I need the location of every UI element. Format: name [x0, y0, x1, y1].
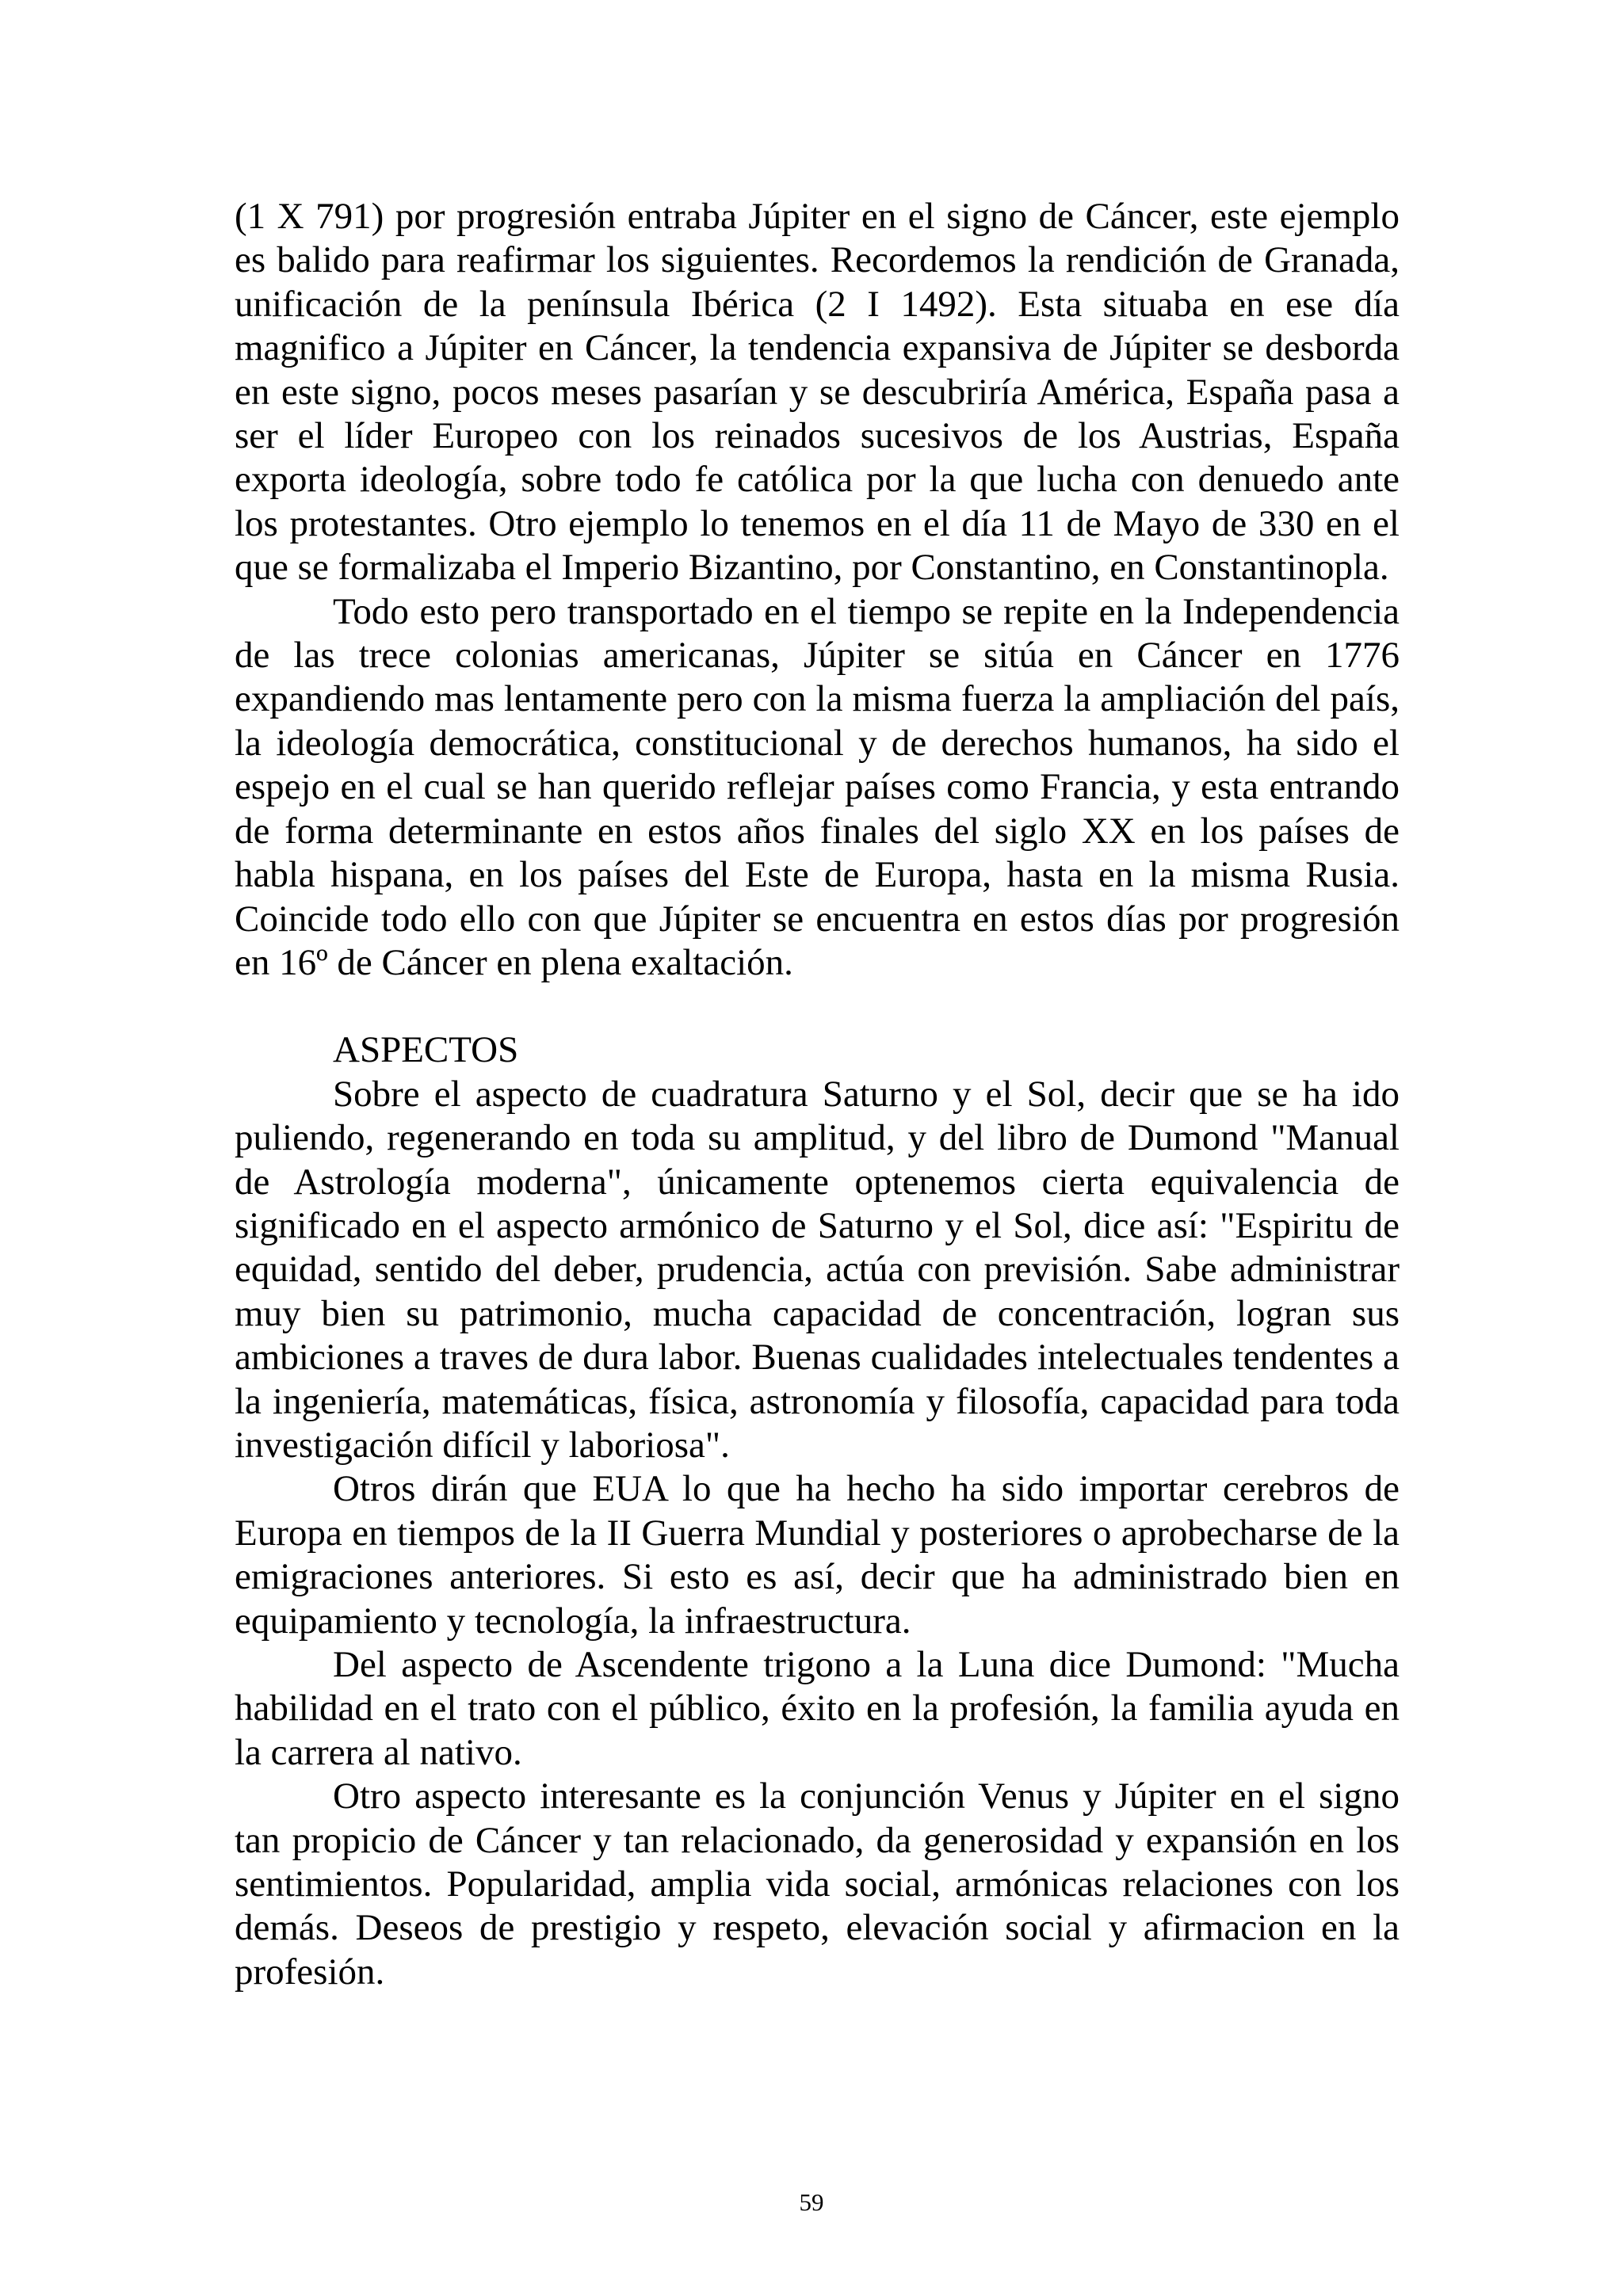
paragraph-eua-importing-minds: Otros dirán que EUA lo que ha hecho ha sido importar cerebros de Europa en tiempos de la II Guerra Mundial y posteriores o aprobecharse de la emigraciones anteriores. Si esto es así, decir que ha administrado bien en equipamiento y tecnología, la infraestructura. [235, 1468, 1400, 1642]
body-text [235, 195, 1400, 1994]
page-number: 59 [799, 2188, 824, 2216]
section-heading-aspectos: ASPECTOS [333, 1029, 519, 1071]
paragraph-ascendant-moon-trine: Del aspecto de Ascendente trigono a la Luna dice Dumond: "Mucha habilidad en el trato con el público, éxito en la profesión, la familia ayuda en la carrera al nativo. [235, 1644, 1400, 1773]
paragraph-jupiter-cancer-history: (1 X 791) por progresión entraba Júpiter en el signo de Cáncer, este ejemplo es balido para reafirmar los siguientes. Recordemos la rendición de Granada, unificación de la península Ibérica (2 I 1492). Esta situaba en ese día magnifico a Júpiter en Cáncer, la tendencia expansiva de Júpiter se desborda en este signo, pocos meses pasarían y se descubriría América, España pasa a ser el líder Europeo con los reinados sucesivos de los Austrias, España exporta ideología, sobre todo fe católica por la que lucha con denuedo ante los protestantes. Otro ejemplo lo tenemos en el día 11 de Mayo de 330 en el que se formalizaba el Imperio Bizantino, por Constantino, en Constantinopla. [235, 196, 1400, 589]
paragraph-saturn-sun-aspect: Sobre el aspecto de cuadratura Saturno y el Sol, decir que se ha ido puliendo, regenerando en toda su amplitud, y del libro de Dumond "Manual de Astrología moderna", únicamente optenemos cierta equivalencia de significado en el aspecto armónico de Saturno y el Sol, dice así: "Espiritu de equidad, sentido del deber, prudencia, actúa con previsión. Sabe administrar muy bien su patrimonio, mucha capacidad de concentración, logran sus ambiciones a traves de dura labor. Buenas cualidades intelectuales tendentes a la ingeniería, matemáticas, física, astronomía y filosofía, capacidad para toda investigación difícil y laboriosa". [235, 1073, 1400, 1466]
paragraph-venus-jupiter-conjunction: Otro aspecto interesante es la conjunción Venus y Júpiter en el signo tan propicio de Cáncer y tan relacionado, da generosidad y expansión en los sentimientos. Popularidad, amplia vida social, armónicas relaciones con los demás. Deseos de prestigio y respeto, elevación social y afirmacion en la profesión. [235, 1775, 1400, 1993]
paragraph-american-independence: Todo esto pero transportado en el tiempo se repite en la Independencia de las trece colonias americanas, Júpiter se sitúa en Cáncer en 1776 expandiendo mas lentamente pero con la misma fuerza la ampliación del país, la ideología democrática, constitucional y de derechos humanos, ha sido el espejo en el cual se han querido reflejar países como Francia, y esta entrando de forma determinante en estos años finales del siglo XX en los países de habla hispana, en los países del Este de Europa, hasta en la misma Rusia. Coincide todo ello con que Júpiter se encuentra en estos días por progresión en 16º de Cáncer en plena exaltación. [235, 590, 1400, 983]
